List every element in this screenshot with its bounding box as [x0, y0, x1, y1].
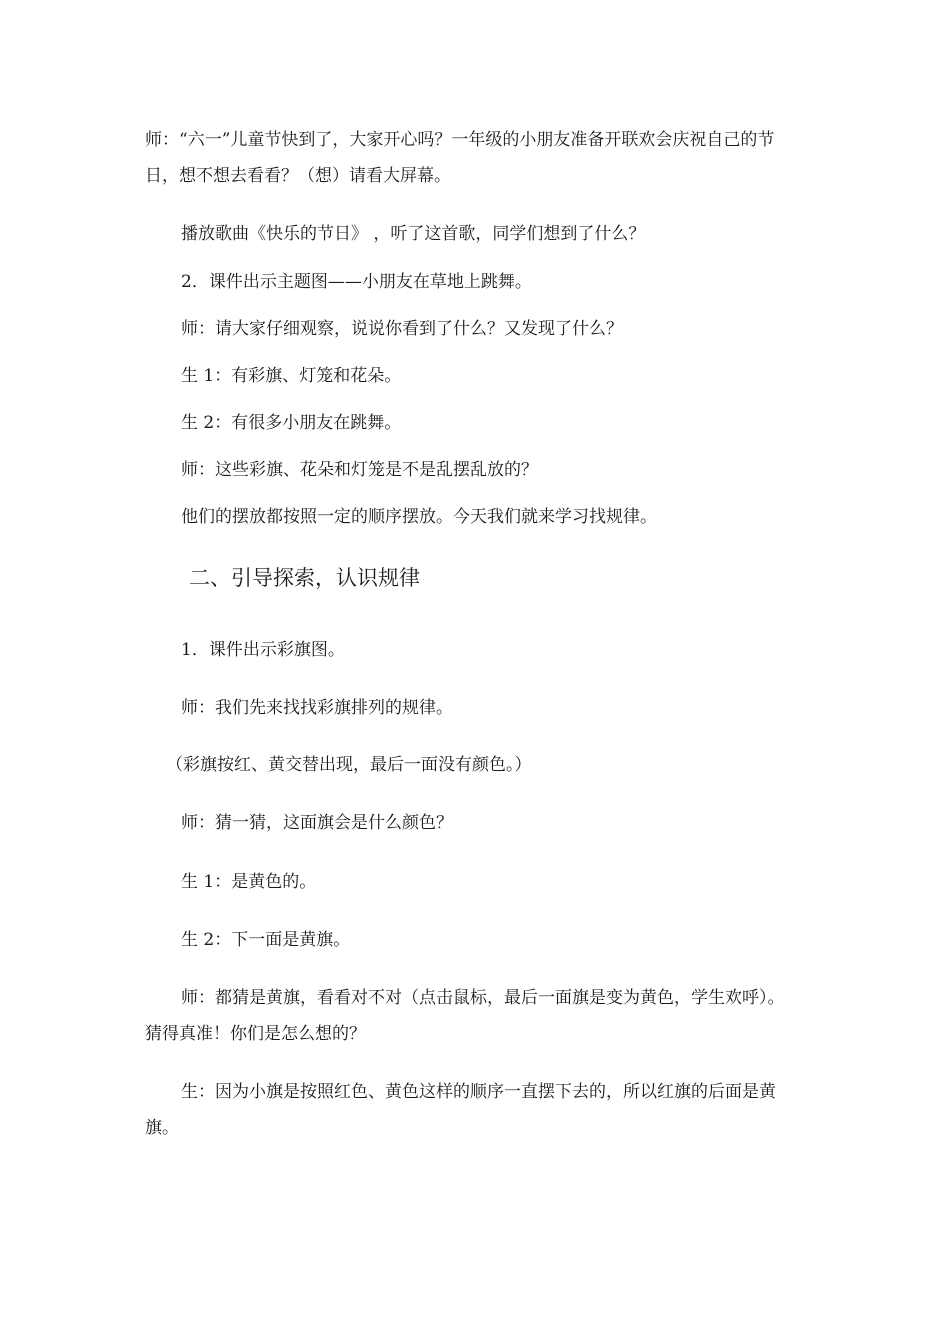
paragraph-student2-answer: 生 2：有很多小朋友在跳舞。: [181, 413, 402, 433]
paragraph-flag-note: （彩旗按红、黄交替出现，最后一面没有颜色。）: [166, 755, 532, 775]
paragraph-student-reason: 生：因为小旗是按照红色、黄色这样的顺序一直摆下去的，所以红旗的后面是黄旗。: [145, 1082, 776, 1138]
paragraph-teacher-find-pattern: 师：我们先来找找彩旗排列的规律。: [181, 698, 453, 718]
paragraph-courseware-theme: 2．课件出示主题图——小朋友在草地上跳舞。: [181, 272, 532, 292]
paragraph-lesson-topic: 他们的摆放都按照一定的顺序摆放。今天我们就来学习找规律。: [181, 507, 657, 527]
paragraph-teacher-check: 师：都猜是黄旗，看看对不对（点击鼠标，最后一面旗是变为黄色，学生欢呼）。猜得真准！你们是怎么想的？: [145, 988, 785, 1044]
paragraph-teacher-question: 师：这些彩旗、花朵和灯笼是不是乱摆乱放的？: [181, 460, 538, 480]
paragraph-teacher-observe: 师：请大家仔细观察，说说你看到了什么？又发现了什么？: [181, 319, 623, 339]
section-heading: 二、引导探索，认识规律: [189, 566, 420, 590]
paragraph-student1-yellow: 生 1：是黄色的。: [181, 872, 317, 892]
paragraph-student1-answer: 生 1：有彩旗、灯笼和花朵。: [181, 366, 402, 386]
paragraph-flag-image: 1．课件出示彩旗图。: [181, 640, 345, 660]
paragraph-student2-yellow: 生 2：下一面是黄旗。: [181, 930, 351, 950]
paragraph-play-song: 播放歌曲《快乐的节日》 ，听了这首歌，同学们想到了什么？: [181, 224, 646, 244]
paragraph-teacher-guess: 师：猜一猜，这面旗会是什么颜色？: [181, 813, 453, 833]
paragraph-teacher-intro: 师：“六一”儿童节快到了，大家开心吗？一年级的小朋友准备开联欢会庆祝自己的节日，想不想去看看？（想）请看大屏幕。: [145, 130, 775, 186]
